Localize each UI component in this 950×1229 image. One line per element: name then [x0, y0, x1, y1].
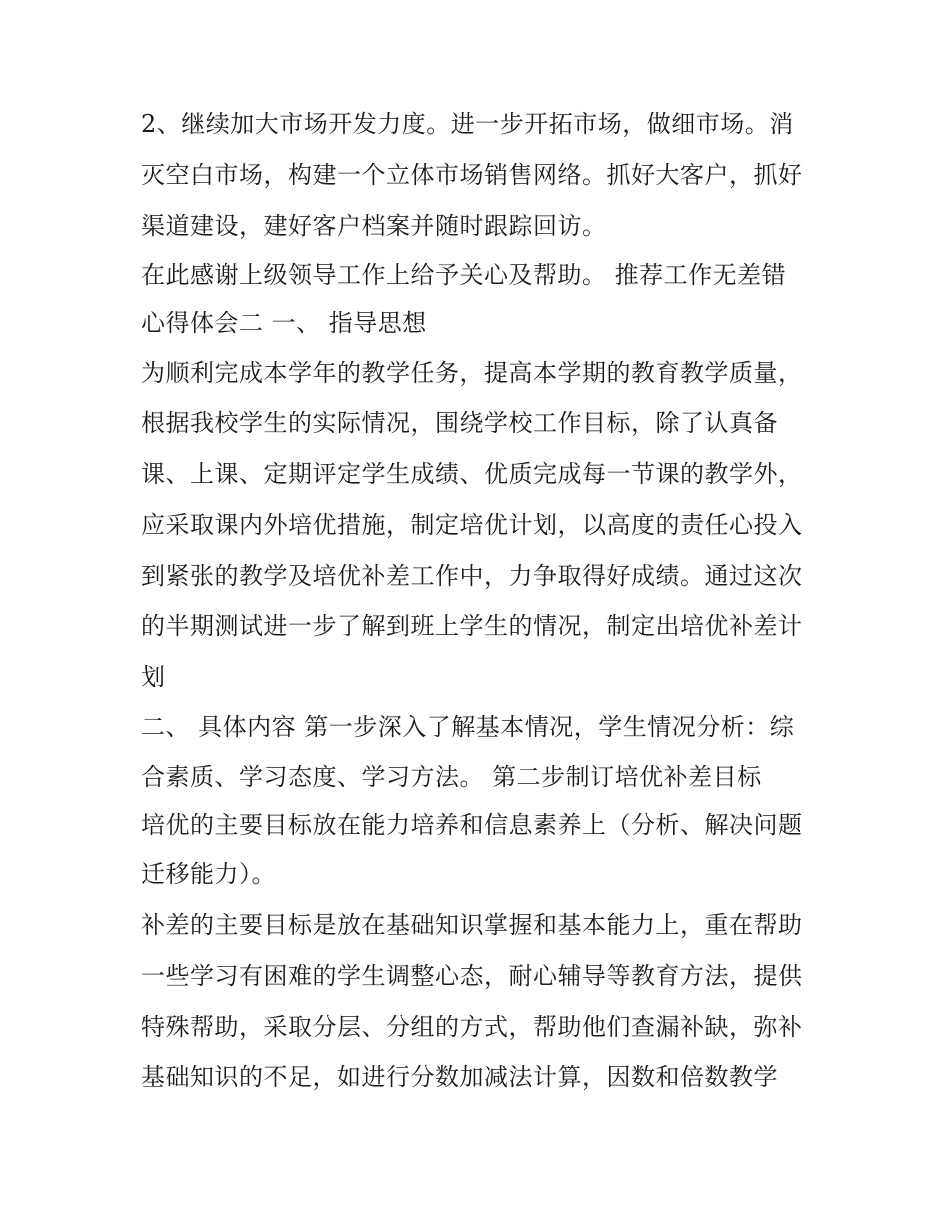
text-line: 培优的主要目标放在能力培养和信息素养上（分析、解决问题 [141, 811, 803, 839]
text-line: 到紧张的教学及培优补差工作中，力争取得好成绩。通过这次 [141, 562, 803, 590]
text-line: 在此感谢上级领导工作上给予关心及帮助。 推荐工作无差错 [141, 261, 787, 289]
document-body [141, 112, 821, 1089]
text-line: 根据我校学生的实际情况，围绕学校工作目标，除了认真备 [141, 409, 778, 437]
text-line: 补差的主要目标是放在基础知识掌握和基本能力上，重在帮助 [141, 911, 803, 939]
text-line: 迁移能力）。 [141, 860, 276, 888]
text-line: 合素质、学习态度、学习方法。 第二步制订培优补差目标 [141, 763, 762, 791]
text-line: 为顺利完成本学年的教学任务，提高本学期的教育教学质量， [141, 359, 803, 387]
text-line: 基础知识的不足，如进行分数加减法计算，因数和倍数教学 [141, 1063, 778, 1091]
text-line: 应采取课内外培优措施，制定培优计划，以高度的责任心投入 [141, 511, 803, 539]
text-line: 划 [141, 663, 166, 691]
text-line: 一些学习有困难的学生调整心态，耐心辅导等教育方法，提供 [141, 962, 803, 990]
text-line: 课、上课、定期评定学生成绩、优质完成每一节课的教学外， [141, 460, 803, 488]
text-line: 灭空白市场，构建一个立体市场销售网络。抓好大客户，抓好 [141, 161, 803, 189]
text-line: 二、 具体内容 第一步深入了解基本情况，学生情况分析：综 [141, 713, 795, 741]
text-line: 的半期测试进一步了解到班上学生的情况，制定出培优补差计 [141, 612, 803, 640]
text-line: 特殊帮助，采取分层、分组的方式，帮助他们查漏补缺，弥补 [141, 1013, 803, 1041]
text-line: 渠道建设，建好客户档案并随时跟踪回访。 [141, 212, 607, 240]
text-line: 心得体会二 一、 指导思想 [141, 309, 427, 337]
text-line: 2、继续加大市场开发力度。进一步开拓市场，做细市场。消 [141, 110, 794, 138]
